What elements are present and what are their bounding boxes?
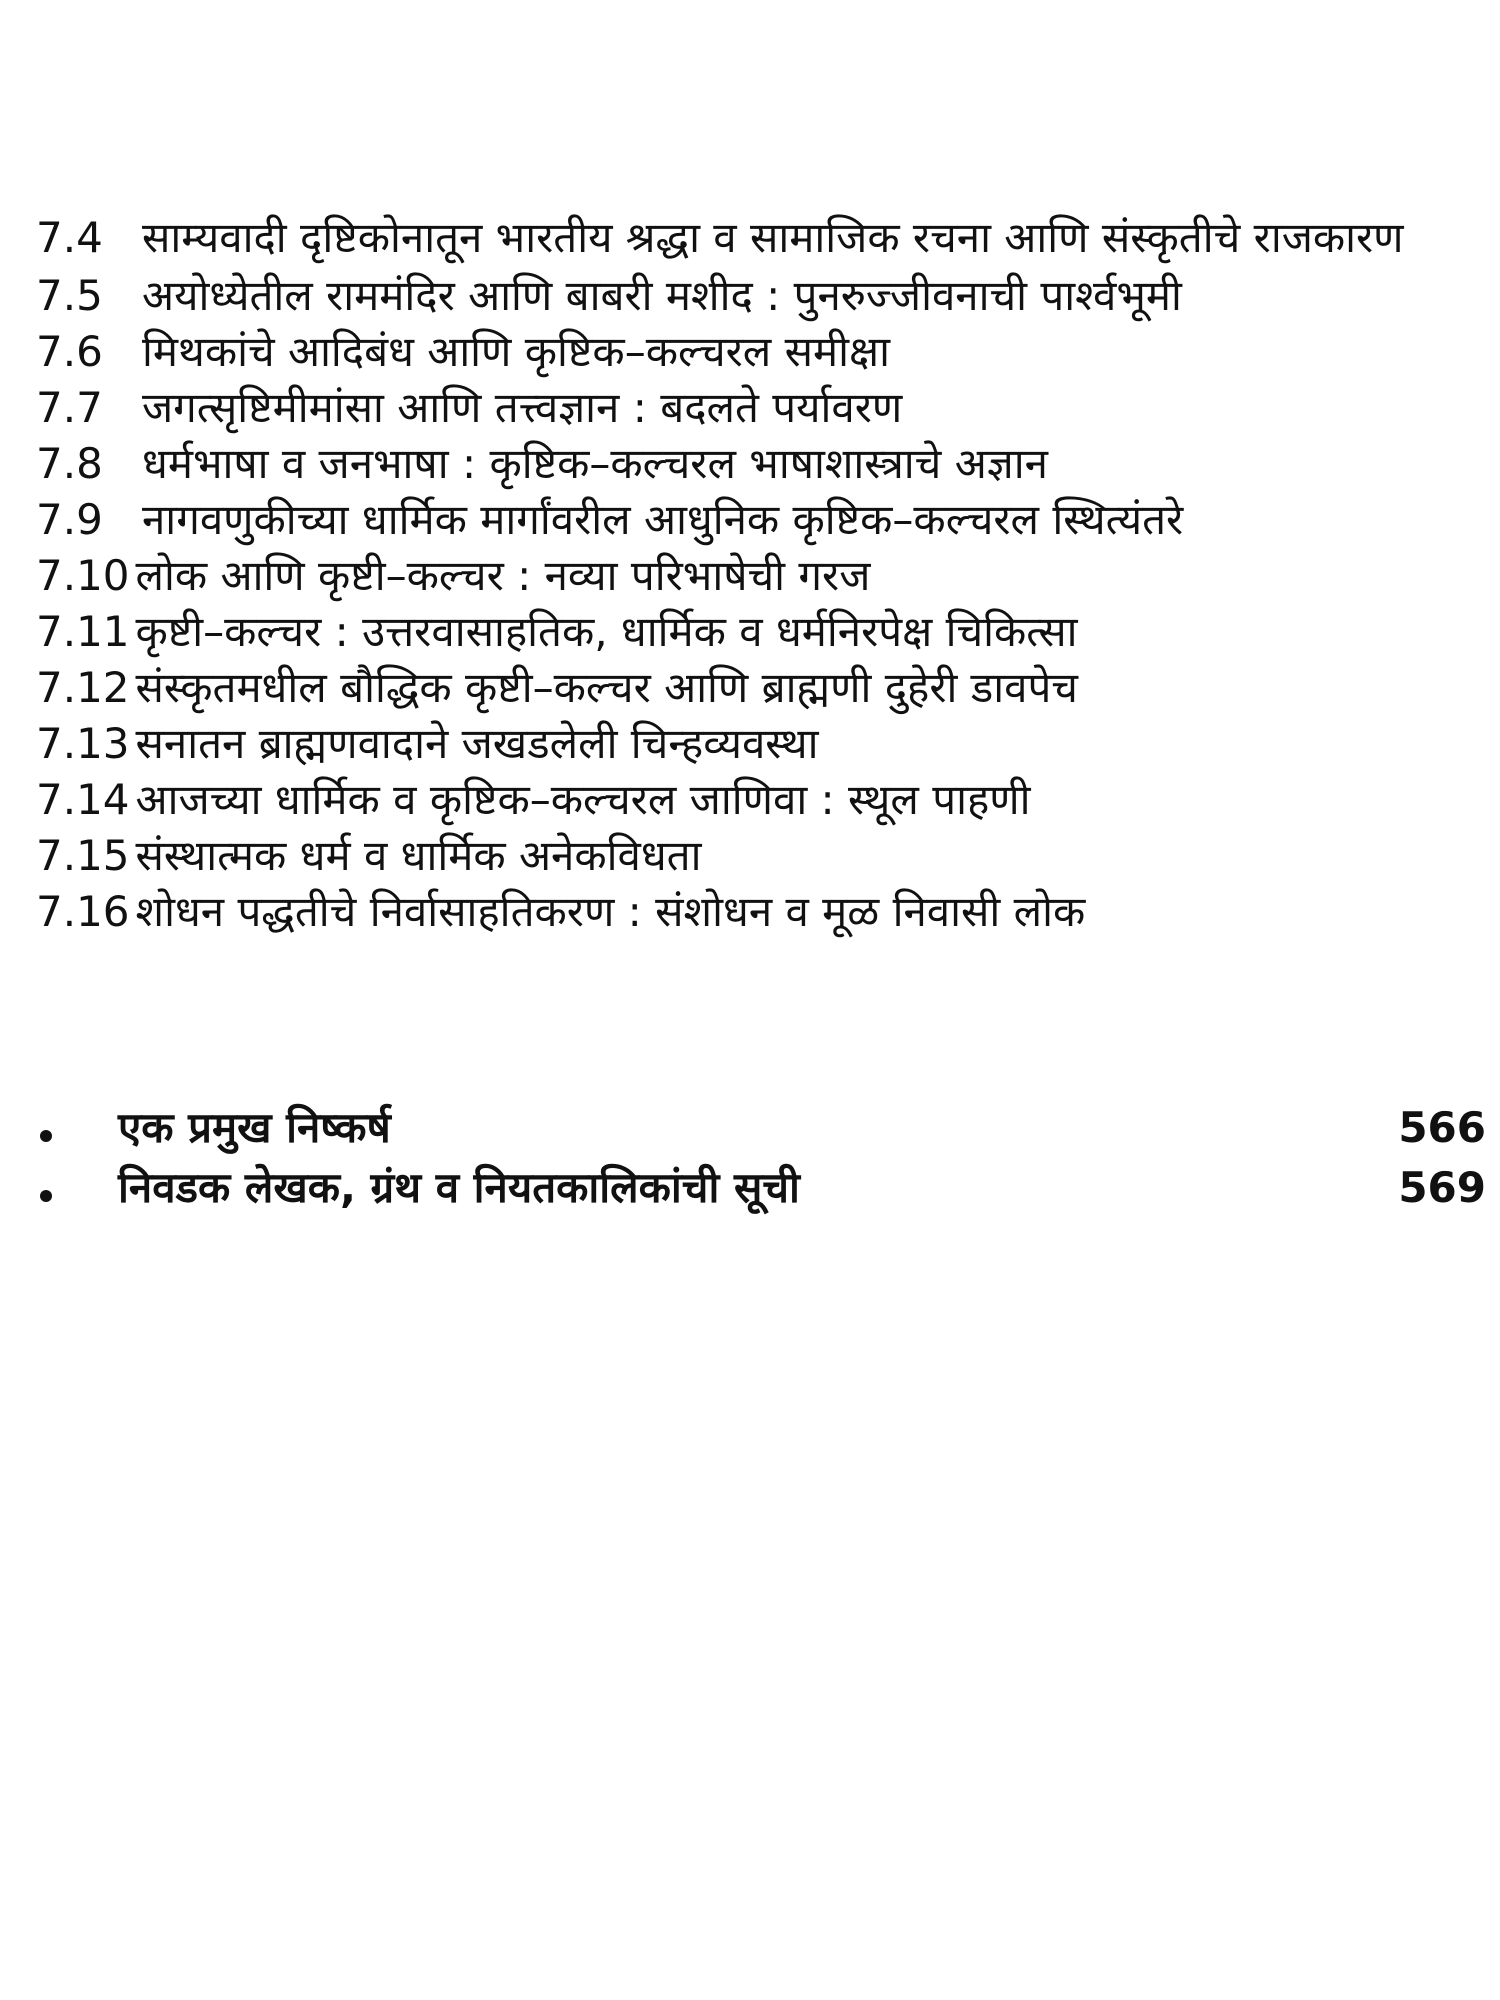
toc-number: 7.13 bbox=[36, 719, 130, 768]
bullet-icon bbox=[40, 1130, 52, 1142]
toc-number: 7.4 bbox=[36, 213, 103, 262]
toc-number: 7.6 bbox=[36, 327, 103, 376]
toc-title: जगत्सृष्टिमीमांसा आणि तत्त्वज्ञान : बदलते पर्यावरण bbox=[142, 383, 903, 432]
toc-item-7-10 bbox=[36, 548, 1486, 604]
toc-title: अयोध्येतील राममंदिर आणि बाबरी मशीद : पुनरुज्जीवनाची पार्श्वभूमी bbox=[142, 271, 1182, 320]
toc-item-7-13 bbox=[36, 716, 1486, 772]
toc-item-7-16 bbox=[36, 884, 1486, 940]
toc-title: शोधन पद्धतीचे निर्वासाहतिकरण : संशोधन व मूळ निवासी लोक bbox=[135, 887, 1086, 936]
toc-title: नागवणुकीच्या धार्मिक मार्गांवरील आधुनिक कृष्टिक–कल्चरल स्थित्यंतरे bbox=[142, 495, 1184, 544]
toc-title: सनातन ब्राह्मणवादाने जखडलेली चिन्हव्यवस्था bbox=[135, 719, 819, 768]
toc-item-7-8 bbox=[36, 436, 1486, 492]
toc-title: संस्कृतमधील बौद्धिक कृष्टी–कल्चर आणि ब्राह्मणी दुहेरी डावपेच bbox=[135, 663, 1078, 712]
toc-number: 7.15 bbox=[36, 831, 130, 880]
toc-title: लोक आणि कृष्टी–कल्चर : नव्या परिभाषेची गरज bbox=[135, 551, 871, 600]
bullet-item-conclusion bbox=[36, 1098, 1486, 1158]
toc-item-7-11 bbox=[36, 604, 1486, 660]
table-of-contents bbox=[36, 208, 1486, 940]
bullet-list bbox=[36, 1098, 1486, 1218]
toc-item-7-14 bbox=[36, 772, 1486, 828]
toc-number: 7.11 bbox=[36, 607, 130, 656]
page-number: 566 bbox=[1398, 1103, 1486, 1152]
toc-number: 7.8 bbox=[36, 439, 103, 488]
toc-title: मिथकांचे आदिबंध आणि कृष्टिक–कल्चरल समीक्षा bbox=[142, 327, 890, 376]
toc-title: कृष्टी–कल्चर : उत्तरवासाहतिक, धार्मिक व धर्मनिरपेक्ष चिकित्सा bbox=[135, 607, 1078, 656]
toc-number: 7.9 bbox=[36, 495, 103, 544]
toc-item-7-7 bbox=[36, 380, 1486, 436]
toc-title: संस्थात्मक धर्म व धार्मिक अनेकविधता bbox=[135, 831, 702, 880]
bullet-item-bibliography bbox=[36, 1158, 1486, 1218]
toc-number: 7.14 bbox=[36, 775, 130, 824]
bullet-title: निवडक लेखक, ग्रंथ व नियतकालिकांची सूची bbox=[118, 1163, 800, 1212]
page-number: 569 bbox=[1398, 1163, 1486, 1212]
toc-item-7-6 bbox=[36, 324, 1486, 380]
toc-number: 7.16 bbox=[36, 887, 130, 936]
toc-title: धर्मभाषा व जनभाषा : कृष्टिक–कल्चरल भाषाशास्त्राचे अज्ञान bbox=[142, 439, 1048, 488]
toc-item-7-12 bbox=[36, 660, 1486, 716]
toc-item-7-4 bbox=[36, 208, 1486, 268]
toc-item-7-5 bbox=[36, 268, 1486, 324]
toc-number: 7.7 bbox=[36, 383, 103, 432]
toc-number: 7.5 bbox=[36, 271, 103, 320]
toc-title: साम्यवादी दृष्टिकोनातून भारतीय श्रद्धा व सामाजिक रचना आणि संस्कृतीचे राजकारण bbox=[142, 213, 1404, 262]
bullet-icon bbox=[40, 1190, 52, 1202]
toc-number: 7.10 bbox=[36, 551, 130, 600]
toc-title: आजच्या धार्मिक व कृष्टिक–कल्चरल जाणिवा : स्थूल पाहणी bbox=[135, 775, 1031, 824]
toc-number: 7.12 bbox=[36, 663, 130, 712]
bullet-title: एक प्रमुख निष्कर्ष bbox=[118, 1103, 391, 1152]
toc-item-7-9 bbox=[36, 492, 1486, 548]
toc-item-7-15 bbox=[36, 828, 1486, 884]
